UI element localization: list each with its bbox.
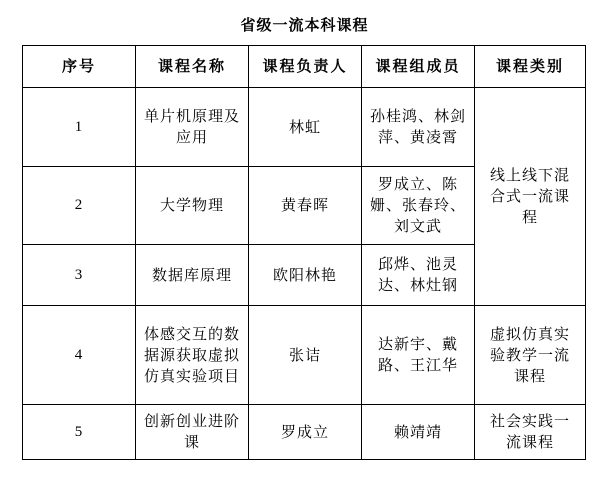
course-name: 大学物理	[136, 167, 249, 245]
table-row	[23, 405, 586, 460]
course-members: 孙桂鸿、林剑萍、黄凌霄	[362, 88, 475, 167]
course-category-blended: 线上线下混合式一流课程	[475, 88, 586, 306]
table-header-row	[23, 46, 586, 88]
header-course-name: 课程名称	[136, 46, 249, 88]
row-number: 2	[23, 167, 136, 245]
course-members: 罗成立、陈姗、张春玲、刘文武	[362, 167, 475, 245]
row-number: 5	[23, 405, 136, 460]
header-course-members: 课程组成员	[362, 46, 475, 88]
course-members: 邱烨、池灵达、林灶钢	[362, 245, 475, 306]
course-leader: 黄春晖	[249, 167, 362, 245]
header-number: 序号	[23, 46, 136, 88]
row-number: 4	[23, 306, 136, 405]
course-category-virtual: 虚拟仿真实验教学一流课程	[475, 306, 586, 405]
header-course-category: 课程类别	[475, 46, 586, 88]
course-leader: 林虹	[249, 88, 362, 167]
row-number: 1	[23, 88, 136, 167]
table-row	[23, 306, 586, 405]
course-name: 单片机原理及应用	[136, 88, 249, 167]
course-name: 数据库原理	[136, 245, 249, 306]
row-number: 3	[23, 245, 136, 306]
course-category-social: 社会实践一流课程	[475, 405, 586, 460]
page-title: 省级一流本科课程	[240, 16, 369, 34]
course-leader: 罗成立	[249, 405, 362, 460]
header-course-leader: 课程负责人	[249, 46, 362, 88]
course-members: 赖靖靖	[362, 405, 475, 460]
course-leader: 欧阳林艳	[249, 245, 362, 306]
course-name: 体感交互的数据源获取虚拟仿真实验项目	[136, 306, 249, 405]
course-members: 达新宇、戴路、王江华	[362, 306, 475, 405]
course-name: 创新创业进阶课	[136, 405, 249, 460]
table-row	[23, 88, 586, 167]
course-leader: 张诘	[249, 306, 362, 405]
course-table	[22, 45, 586, 460]
